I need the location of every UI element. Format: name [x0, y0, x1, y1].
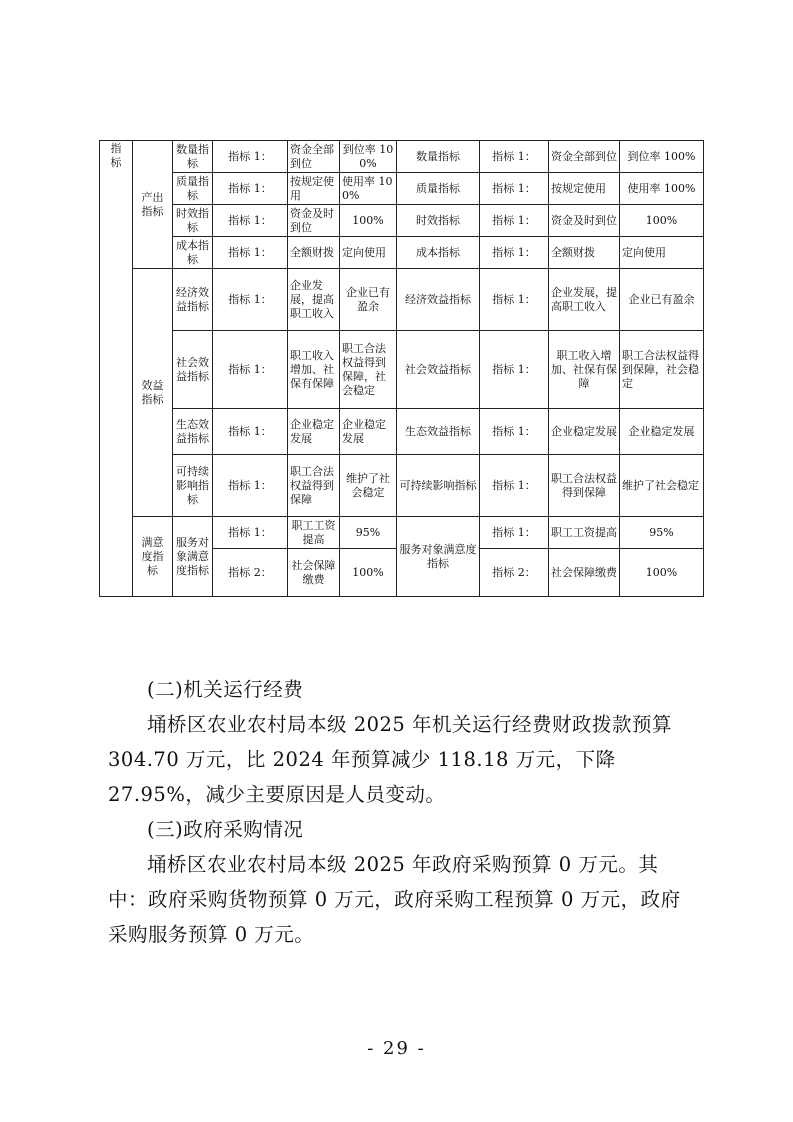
indicator-number: 指标 1：	[480, 455, 549, 517]
indicator-value: 职工合法权益得到保障，社会稳定	[620, 331, 704, 409]
indicator-content: 职工工资提高	[288, 517, 340, 549]
indicator-content: 资金及时到位	[549, 205, 620, 237]
indicator-name: 质量指标	[173, 173, 213, 205]
indicator-value: 到位率 100%	[340, 141, 397, 173]
indicator-value: 企业稳定发展	[620, 409, 704, 455]
indicator-number: 指标 1：	[480, 517, 549, 549]
indicator-number: 指标 1：	[480, 409, 549, 455]
section-heading-procurement: (三)政府采购情况	[147, 818, 304, 841]
indicator-name: 成本指标	[397, 237, 480, 269]
indicator-name: 社会效益指标	[173, 331, 213, 409]
indicator-content: 全额财拨	[549, 237, 620, 269]
indicator-value: 100%	[620, 205, 704, 237]
body-text	[108, 672, 698, 952]
indicator-value: 使用率 100%	[620, 173, 704, 205]
indicator-name: 经济效益指标	[173, 269, 213, 331]
indicator-value: 到位率 100%	[620, 141, 704, 173]
indicator-content: 企业稳定发展	[549, 409, 620, 455]
indicator-name: 生态效益指标	[173, 409, 213, 455]
indicator-name: 服务对象满意度指标	[397, 517, 480, 597]
paragraph-operating-funds: 埇桥区农业农村局本级 2025 年机关运行经费财政拨款预算 304.70 万元，比 2024 年预算减少 118.18 万元，下降 27.95%，减少主要原因是人员变动。	[108, 713, 673, 806]
indicator-name: 服务对象满意度指标	[173, 517, 213, 597]
indicator-value: 95%	[340, 517, 397, 549]
indicator-name: 生态效益指标	[397, 409, 480, 455]
indicator-number: 指标 1：	[213, 205, 288, 237]
indicator-number: 指标 2：	[480, 549, 549, 597]
indicator-value: 100%	[620, 549, 704, 597]
indicator-content: 职工收入增加、社保有保障	[549, 331, 620, 409]
indicator-name: 时效指标	[397, 205, 480, 237]
indicator-number: 指标 1：	[480, 237, 549, 269]
indicator-number: 指标 1：	[213, 517, 288, 549]
indicator-name: 可持续影响指标	[397, 455, 480, 517]
performance-indicator-table	[99, 140, 704, 597]
page-number: - 29 -	[367, 1038, 426, 1059]
indicator-content: 按规定使用	[288, 173, 340, 205]
indicator-number: 指标 1：	[480, 331, 549, 409]
benefit-indicator-label: 效益指标	[133, 269, 173, 517]
indicator-content: 职工工资提高	[549, 517, 620, 549]
indicator-value: 企业稳定发展	[340, 409, 397, 455]
indicator-value: 维护了社会稳定	[340, 455, 397, 517]
indicator-value: 100%	[340, 205, 397, 237]
indicator-number: 指标 1：	[480, 141, 549, 173]
indicator-content: 资金及时到位	[288, 205, 340, 237]
indicator-value: 企业已有盈余	[620, 269, 704, 331]
indicator-content: 全额财拨	[288, 237, 340, 269]
indicator-content: 资金全部到位	[288, 141, 340, 173]
indicator-number: 指标 1：	[213, 237, 288, 269]
indicator-name: 成本指标	[173, 237, 213, 269]
indicator-content: 职工合法权益得到保障	[288, 455, 340, 517]
indicator-name: 经济效益指标	[397, 269, 480, 331]
indicator-content: 职工合法权益得到保障	[549, 455, 620, 517]
indicator-name: 时效指标	[173, 205, 213, 237]
indicator-number: 指标 1：	[213, 141, 288, 173]
indicator-number: 指标 1：	[480, 173, 549, 205]
indicator-name: 社会效益指标	[397, 331, 480, 409]
indicator-content: 社会保障缴费	[288, 549, 340, 597]
indicator-number: 指标 2：	[213, 549, 288, 597]
indicator-value: 100%	[340, 549, 397, 597]
indicator-number: 指标 1：	[213, 455, 288, 517]
indicator-value: 使用率 100%	[340, 173, 397, 205]
indicator-content: 资金全部到位	[549, 141, 620, 173]
indicator-number: 指标 1：	[480, 205, 549, 237]
indicator-content: 按规定使用	[549, 173, 620, 205]
indicator-content: 社会保障缴费	[549, 549, 620, 597]
indicator-value: 定向使用	[340, 237, 397, 269]
satisfaction-indicator-label: 满意度指标	[133, 517, 173, 597]
output-indicator-label: 产出指标	[133, 141, 173, 269]
indicator-name: 可持续影响指标	[173, 455, 213, 517]
indicator-value: 95%	[620, 517, 704, 549]
indicator-content: 企业发展，提高职工收入	[549, 269, 620, 331]
indicator-category-cell: 指标	[100, 141, 133, 597]
section-heading-operating-funds: (二)机关运行经费	[147, 678, 304, 701]
indicator-value: 职工合法权益得到保障，社会稳定	[340, 331, 397, 409]
indicator-content: 企业发展，提高职工收入	[288, 269, 340, 331]
indicator-content: 职工收入增加、社保有保障	[288, 331, 340, 409]
indicator-number: 指标 1：	[213, 269, 288, 331]
indicator-content: 企业稳定发展	[288, 409, 340, 455]
indicator-number: 指标 1：	[213, 409, 288, 455]
indicator-name: 数量指标	[173, 141, 213, 173]
indicator-value: 企业已有盈余	[340, 269, 397, 331]
indicator-name: 数量指标	[397, 141, 480, 173]
indicator-value: 维护了社会稳定	[620, 455, 704, 517]
indicator-number: 指标 1：	[213, 331, 288, 409]
paragraph-procurement: 埇桥区农业农村局本级 2025 年政府采购预算 0 万元。其中：政府采购货物预算 0 万元，政府采购工程预算 0 万元，政府采购服务预算 0 万元。	[108, 853, 681, 946]
indicator-number: 指标 1：	[213, 173, 288, 205]
indicator-number: 指标 1：	[480, 269, 549, 331]
indicator-value: 定向使用	[620, 237, 704, 269]
indicator-name: 质量指标	[397, 173, 480, 205]
